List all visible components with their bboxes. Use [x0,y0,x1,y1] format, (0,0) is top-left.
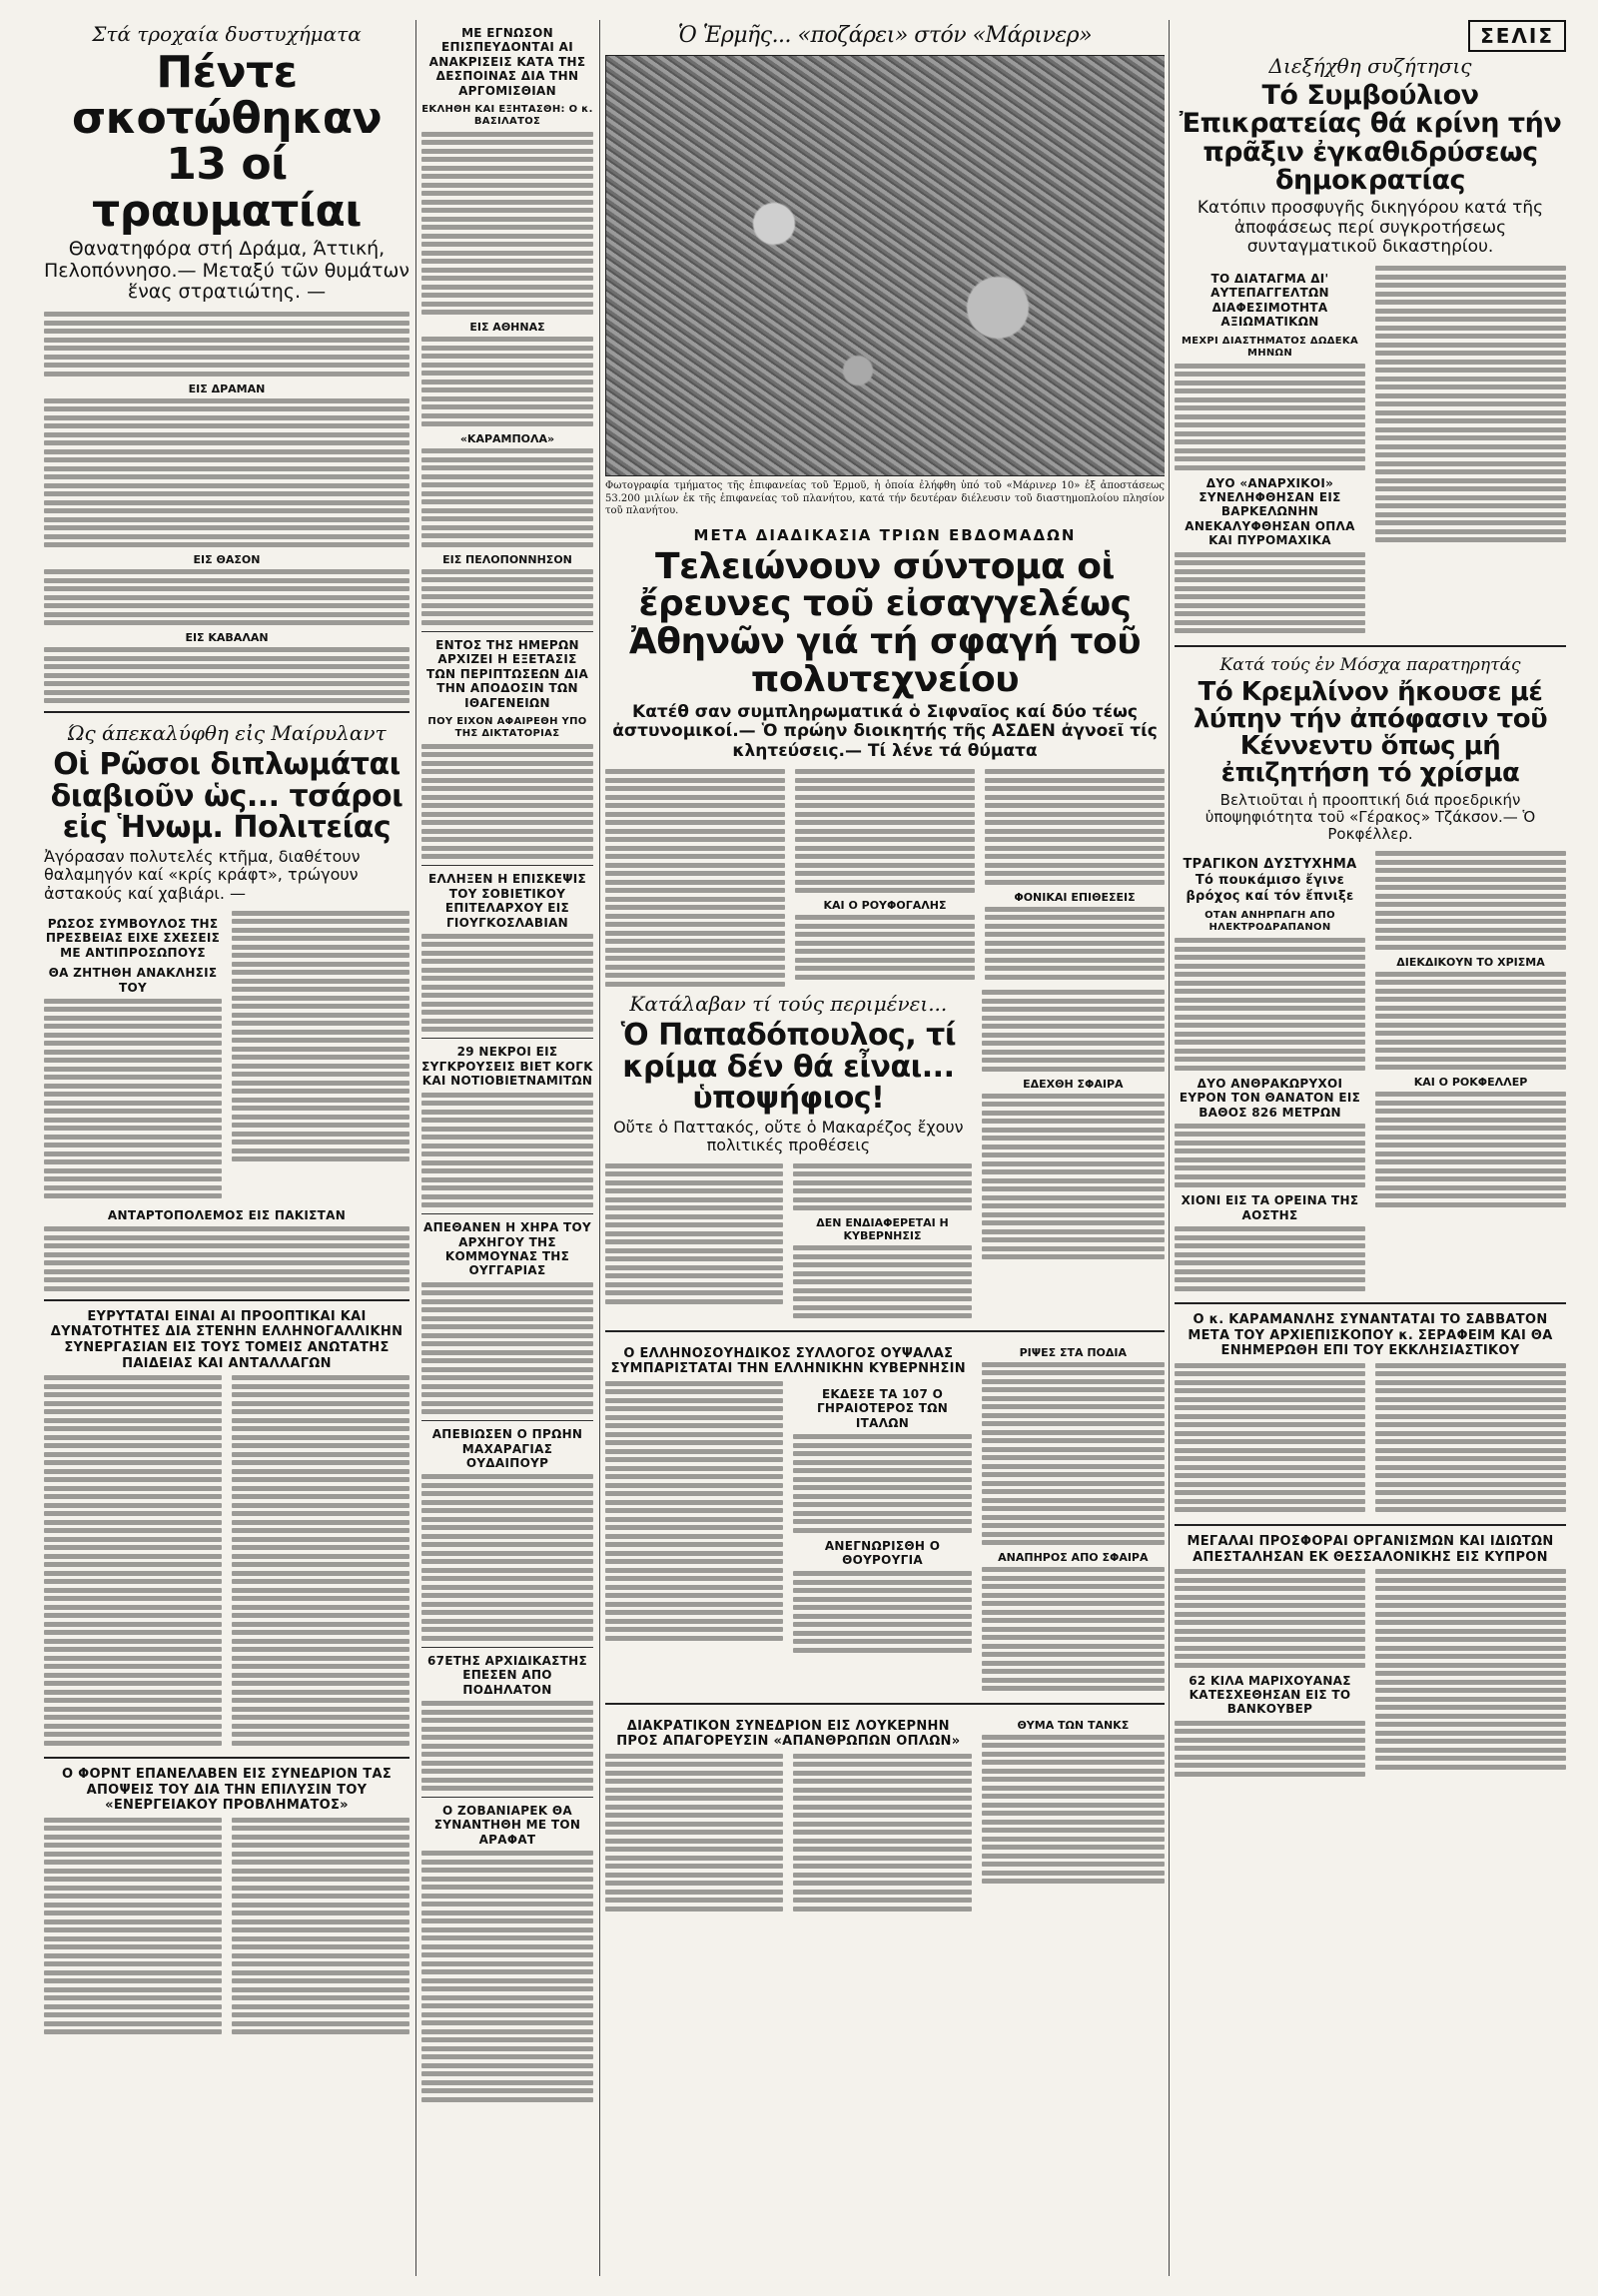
body-text [1175,1363,1365,1516]
body-text [793,1754,971,1915]
body-text [1175,938,1365,1071]
section-dateline: ΕΔΕΧΘΗ ΣΦΑΙΡΑ [1023,1077,1124,1091]
story-headline: Τό Συμβούλιον Ἐπικρατείας θά κρίνη τήν πρᾶξιν ἐγκαθιδρύσεως δημοκρατίας [1179,80,1562,197]
body-text [793,1163,971,1211]
story-headline: Τό Κρεμλίνον ἤκουσε μέ λύπην τήν ἀπόφασιν τοῦ Κέννεντυ ὅπως μή ἐπιζητήση τό χρίσμα [1193,676,1548,789]
photo-caption: Φωτογραφία τμήματος τῆς ἐπιφανείας τοῦ Ἑρμοῦ, ἡ ὁποία ἐλήφθη ὑπό τοῦ «Μάρινερ 10» ἐξ ἀποστάσεως 53.200 μιλίων ἐκ τῆς ἐπιφανείας τοῦ πλανήτου, κατά τήν δευτέραν διέλευσιν τοῦ διαστημοπλοίου πλησίον τοῦ πλανήτου. [605,480,1165,517]
story-kicker: ΜΕΤΑ ΔΙΑΔΙΚΑΣΙΑ ΤΡΙΩΝ ΕΒΔΟΜΑΔΩΝ [693,525,1077,544]
body-text [421,1701,593,1791]
subhead-box: 67ΕΤΗΣ ΑΡΧΙΔΙΚΑΣΤΗΣ ΕΠΕΣΕΝ ΑΠΟ ΠΟΔΗΛΑΤΟΝ [427,1653,587,1697]
subhead-box: ΤΡΑΓΙΚΟΝ ΔΥΣΤΥΧΗΜΑ Τό πουκάμισο ἔγινε βρόχος καί τόν ἔπνιξε [1183,857,1357,904]
body-text [1375,266,1566,542]
section-dateline: ΚΑΙ Ο ΡΟΚΦΕΛΛΕΡ [1413,1076,1528,1090]
divider [1175,1302,1566,1304]
story-headline: ΕΥΡΥΤΑΤΑΙ ΕΙΝΑΙ ΑΙ ΠΡΟΟΠΤΙΚΑΙ ΚΑΙ ΔΥΝΑΤΟΤΗΤΕΣ ΔΙΑ ΣΤΕΝΗΝ ΕΛΛΗΝΟΓΑΛΛΙΚΗΝ ΣΥΝΕΡΓΑΣΙΑΝ ΕΙΣ ΤΟΥΣ ΤΟΜΕΙΣ ΑΝΩΤΑΤΗΣ ΠΑΙΔΕΙΑΣ ΚΑΙ ΑΝΤΑΛΛΑΓΩΝ [50,1308,403,1371]
story-headline: ΜΕΓΑΛΑΙ ΠΡΟΣΦΟΡΑΙ ΟΡΓΑΝΙΣΜΩΝ ΚΑΙ ΙΔΙΩΤΩΝ ΑΠΕΣΤΑΛΗΣΑΝ ΕΚ ΘΕΣΣΑΛΟΝΙΚΗΣ ΕΙΣ ΚΥΠΡΟΝ [1187,1533,1554,1565]
section-dateline: ΑΝΑΠΗΡΟΣ ΑΠΟ ΣΦΑΙΡΑ [998,1551,1149,1565]
body-text [1375,972,1566,1071]
body-text [44,398,409,548]
subhead-box: ΑΠΕΘΑΝΕΝ Η ΧΗΡΑ ΤΟΥ ΑΡΧΗΓΟΥ ΤΗΣ ΚΟΜΜΟΥΝΑΣ ΤΗΣ ΟΥΓΓΑΡΙΑΣ [422,1220,592,1278]
story-kicker: Κατά τούς ἐν Μόσχα παρατηρητάς [1219,654,1521,675]
body-text [982,990,1165,1072]
story-kicker: Διεξήχθη συζήτησις [1268,54,1472,78]
subhead-box: Ο ΖΟΒΑΝΙΑΡΕΚ ΘΑ ΣΥΝΑΝΤΗΘΗ ΜΕ ΤΟΝ ΑΡΑΦΑΤ [433,1804,581,1847]
divider [421,865,593,866]
section-dateline: ΕΙΣ ΚΑΒΑΛΑΝ [185,631,269,645]
subhead-box: 62 ΚΙΛΑ ΜΑΡΙΧΟΥΑΝΑΣ ΚΑΤΕΣΧΕΘΗΣΑΝ ΕΙΣ ΤΟ ΒΑΝΚΟΥΒΕΡ [1189,1673,1351,1717]
body-text [1375,1569,1566,1780]
subhead-box: 29 ΝΕΚΡΟΙ ΕΙΣ ΣΥΓΚΡΟΥΣΕΙΣ ΒΙΕΤ ΚΟΓΚ ΚΑΙ ΝΟΤΙΟΒΙΕΤΝΑΜΙΤΩΝ [421,1045,593,1089]
divider [605,1330,1165,1332]
divider [44,711,409,713]
section-dateline: «ΚΑΡΑΜΠΟΛΑ» [459,432,555,446]
divider [44,1299,409,1301]
body-text [421,1282,593,1415]
body-text [44,1375,222,1749]
column-1 [44,20,409,2038]
body-text [421,1474,593,1641]
body-text [44,647,409,703]
mercury-surface-photo [605,55,1165,476]
story-headline: ΔΙΑΚΡΑΤΙΚΟΝ ΣΥΝΕΔΡΙΟΝ ΕΙΣ ΛΟΥΚΕΡΝΗΝ ΠΡΟΣ ΑΠΑΓΟΡΕΥΣΙΝ «ΑΠΑΝΘΡΩΠΩΝ ΟΠΛΩΝ» [616,1718,961,1750]
section-dateline: ΕΙΣ ΔΡΑΜΑΝ [188,382,266,395]
body-text [605,1381,783,1656]
divider [421,1420,593,1421]
story-headline: Ο ΦΟΡΝΤ ΕΠΑΝΕΛΑΒΕΝ ΕΙΣ ΣΥΝΕΔΡΙΟΝ ΤΑΣ ΑΠΟΨΕΙΣ ΤΟΥ ΔΙΑ ΤΗΝ ΕΠΙΛΥΣΙΝ ΤΟΥ «ΕΝΕΡΓΕΙΑΚΟΥ ΠΡΟΒΛΗΜΑΤΟΣ» [61,1767,393,1814]
section-dateline: ΡΙΨΕΣ ΣΤΑ ΠΟΔΙΑ [1019,1345,1128,1359]
body-text [982,1735,1165,1885]
story-deck: Οὔτε ὁ Παττακός, οὔτε ὁ Μακαρέζος ἔχουν πολιτικές προθέσεις [613,1117,964,1155]
section-dateline: ΘΥΜΑ ΤΩΝ ΤΑΝΚΣ [1017,1718,1130,1732]
body-text [982,1567,1165,1691]
column-3 [605,20,1165,1914]
body-text [1175,1226,1365,1291]
section-dateline: ΕΙΣ ΘΑΣΟΝ [193,553,261,567]
story-deck: Θανατηφόρα στή Δράμα, Άττική, Πελοπόννησο.— Μεταξύ τῶν θυμάτων ἕνας στρατιώτης. — [44,237,409,304]
body-text [982,1362,1165,1546]
body-text [232,1375,409,1749]
divider [421,631,593,632]
body-text [44,999,222,1199]
body-text [793,1571,971,1653]
story-headline: Ο κ. ΚΑΡΑΜΑΝΛΗΣ ΣΥΝΑΝΤΑΤΑΙ ΤΟ ΣΑΒΒΑΤΟΝ ΜΕΤΑ ΤΟΥ ΑΡΧΙΕΠΙΣΚΟΠΟΥ κ. ΣΕΡΑΦΕΙΜ ΚΑΙ ΘΑ ΕΝΗΜΕΡΩΘΗ ΕΠΙ ΤΟΥ ΕΚΚΛΗΣΙΑΣΤΙΚΟΥ [1188,1312,1553,1359]
body-text [605,769,785,987]
subhead-box: ΕΚΛΗΘΗ ΚΑΙ ΕΞΗΤΑΣΘΗ: Ο κ. ΒΑΣΙΛΑΤΟΣ [421,103,593,127]
column-4 [1175,20,1566,1780]
body-text [1375,851,1566,950]
story-deck: Κατέθ σαν συμπληρωματικά ὁ Σιφναῖος καί δύο τέως ἀστυνομικοί.— Ὁ πρώην διοικητής τῆς ΑΣΔΕΝ ἀγνοεῖ τίς κλητεύσεις.— Τί λένε τά θύματα [612,701,1158,761]
story-headline: Οἱ Ρῶσοι διπλωμάται διαβιοῦν ὡς... τσάροι εἰς Ἡνωμ. Πολιτείας [50,747,403,846]
body-text [795,915,975,980]
body-text [421,132,593,316]
body-text [793,1245,971,1318]
body-text [232,1818,409,2038]
section-dateline: ΚΑΙ Ο ΡΟΥΦΟΓΑΛΗΣ [823,899,947,913]
story-deck: Βελτιοῦται ἡ προοπτική διά προεδρικήν ὑποψηφιότητα τοῦ «Γέρακος» Τζάκσον.— Ὁ Ροκφέλλερ. [1204,790,1536,844]
story-kicker: Ώς άπεκαλύφθη εἰς Μαίρυλαντ [67,721,387,746]
body-text [605,1754,783,1915]
story-kicker: Κατάλαβαν τί τούς περιμένει... [629,992,948,1017]
body-text [421,1093,593,1208]
body-text [421,448,593,547]
story-kicker: Στά τροχαία δυστυχήματα [92,22,362,46]
body-text [44,312,409,377]
page-masthead: ΣΕΛΙΣ [1468,20,1566,52]
divider [421,1647,593,1648]
divider [1175,1524,1566,1526]
story-headline: Ὁ Παπαδόπουλος, τί κρίμα δέν θά εἶναι... ὑποψήφιος! [620,1018,957,1117]
column-rule [599,20,600,2276]
divider [421,1797,593,1798]
divider [421,1038,593,1039]
body-text [605,1163,783,1322]
body-text [985,907,1165,980]
body-text [44,1818,222,2038]
subhead-box: ΑΝΕΓΝΩΡΙΣΘΗ Ο ΘΟΥΡΟΥΓΙΑ [824,1538,941,1567]
divider [421,1213,593,1214]
subhead-box: ΕΚΔΕΣΕ ΤΑ 107 Ο ΓΗΡΑΙΟΤΕΡΟΣ ΤΩΝ ΙΤΑΛΩΝ [816,1386,949,1430]
body-text [982,1094,1165,1260]
story-headline: Τελειώνουν σύντομα οἱ ἔρευνες τοῦ εἰσαγγελέως Ἀθηνῶν γιά τή σφαγή τοῦ πολυτεχνείου [628,545,1142,700]
story-deck: Ἀγόρασαν πολυτελές κτῆμα, διαθέτουν θαλαμηγόν καί «κρίς κράφτ», τρώγουν ἀστακούς καί χαβιάρι. — [44,846,361,903]
subhead-box: ΔΥΟ ΑΝΘΡΑΚΩΡΥΧΟΙ ΕΥΡΟΝ ΤΟΝ ΘΑΝΑΤΟΝ ΕΙΣ ΒΑΘΟΣ 826 ΜΕΤΡΩΝ [1179,1076,1361,1120]
section-dateline: ΦΟΝΙΚΑΙ ΕΠΙΘΕΣΕΙΣ [1014,890,1136,904]
section-dateline: ΕΙΣ ΑΘΗΝΑΣ [469,321,545,335]
column-rule [1169,20,1170,2276]
body-text [44,569,409,625]
body-text [1175,1124,1365,1188]
story-deck: Κατόπιν προσφυγῆς δικηγόρου κατά τῆς ἀποφάσεως περί συγκροτήσεως συνταγματικοῦ δικαστηρίου. [1197,198,1544,258]
body-text [1375,1363,1566,1516]
subhead-box: ΠΟΥ ΕΙΧΟΝ ΑΦΑΙΡΕΘΗ ΥΠΟ ΤΗΣ ΔΙΚΤΑΤΟΡΙΑΣ [427,715,587,739]
divider [1175,645,1566,647]
column-2 [421,20,593,2105]
body-text [421,744,593,860]
body-text [421,1851,593,2102]
subhead-box: ΔΥΟ «ΑΝΑΡΧΙΚΟΙ» ΣΥΝΕΛΗΦΘΗΣΑΝ ΕΙΣ ΒΑΡΚΕΛΩΝΗΝ ΑΝΕΚΑΛΥΦΘΗΣΑΝ ΟΠΛΑ ΚΑΙ ΠΥΡΟΜΑΧΙΚΑ [1185,475,1355,548]
divider [605,1703,1165,1705]
photo-title: Ὁ Ἑρμῆς... «ποζάρει» στόν «Μάρινερ» [677,23,1093,48]
section-dateline: ΕΙΣ ΠΕΛΟΠΟΝΝΗΣΟΝ [442,552,572,566]
subhead-box: ΑΠΕΒΙΩΣΕΝ Ο ΠΡΩΗΝ ΜΑΧΑΡΑΓΙΑΣ ΟΥΔΑΙΠΟΥΡ [431,1427,583,1470]
body-text [1175,1721,1365,1777]
subhead-box: ΕΛΛΗΞΕΝ Η ΕΠΙΣΚΕΨΙΣ ΤΟΥ ΣΟΒΙΕΤΙΚΟΥ ΕΠΙΤΕΛΑΡΧΟΥ ΕΙΣ ΓΙΟΥΓΚΟΣΛΑΒΙΑΝ [428,872,586,930]
subhead-box: ΤΟ ΔΙΑΤΑΓΜΑ ΔΙ' ΑΥΤΕΠΑΓΓΕΛΤΩΝ ΔΙΑΦΕΣΙΜΟΤΗΤΑ ΑΞΙΩΜΑΤΙΚΩΝ [1210,272,1329,330]
story-headline: Ο ΕΛΛΗΝΟΣΟΥΗΔΙΚΟΣ ΣΥΛΛΟΓΟΣ ΟΥΨΑΛΑΣ ΣΥΜΠΑΡΙΣΤΑΤΑΙ ΤΗΝ ΕΛΛΗΝΙΚΗΝ ΚΥΒΕΡΝΗΣΙΝ [610,1345,966,1377]
body-text [793,1434,971,1533]
body-text [44,1226,409,1291]
divider [44,1757,409,1759]
subhead-box: ΟΤΑΝ ΑΝΗΡΠΑΓΗ ΑΠΟ ΗΛΕΚΤΡΟΔΡΑΠΑΝΟΝ [1204,910,1335,934]
body-text [1175,552,1365,634]
subhead-box: ΜΕ ΕΓΝΩΣΟΝ ΕΠΙΣΠΕΥΔΟΝΤΑΙ ΑΙ ΑΝΑΚΡΙΣΕΙΣ ΚΑΤΑ ΤΗΣ ΔΕΣΠΟΙΝΑΣ ΔΙΑ ΤΗΝ ΑΡΓΟΜΙΣΘΙΑΝ [428,26,586,98]
body-text [421,934,593,1033]
section-dateline: ΔΕΝ ΕΝΔΙΑΦΕΡΕΤΑΙ Η ΚΥΒΕΡΝΗΣΙΣ [816,1216,949,1243]
body-text [985,769,1165,885]
column-rule [415,20,416,2276]
subhead-box: ΜΕΧΡΙ ΔΙΑΣΤΗΜΑΤΟΣ ΔΩΔΕΚΑ ΜΗΝΩΝ [1181,335,1359,359]
subhead-box: ΘΑ ΖΗΤΗΘΗ ΑΝΑΚΛΗΣΙΣ ΤΟΥ [48,966,218,995]
body-text [1175,1569,1365,1668]
body-text [232,911,409,1162]
subhead-box: ΧΙΟΝΙ ΕΙΣ ΤΑ ΟΡΕΙΝΑ ΤΗΣ ΑΟΣΤΗΣ [1181,1193,1359,1222]
body-text [1375,1092,1566,1207]
body-text [421,337,593,426]
subhead-box: ΑΝΤΑΡΤΟΠΟΛΕΜΟΣ ΕΙΣ ΠΑΚΙΣΤΑΝ [107,1207,347,1222]
story-headline: Πέντε σκοτώθηκαν 13 οί τραυματίαι [71,47,383,237]
section-dateline: ΔΙΕΚΔΙΚΟΥΝ ΤΟ ΧΡΙΣΜΑ [1396,955,1545,969]
subhead-box: ΡΩΣΟΣ ΣΥΜΒΟΥΛΟΣ ΤΗΣ ΠΡΕΣΒΕΙΑΣ ΕΙΧΕ ΣΧΕΣΕΙΣ ΜΕ ΑΝΤΙΠΡΟΣΩΠΟΥΣ [45,916,221,960]
body-text [795,769,975,893]
body-text [1175,364,1365,470]
subhead-box: ΕΝΤΟΣ ΤΗΣ ΗΜΕΡΩΝ ΑΡΧΙΖΕΙ Η ΕΞΕΤΑΣΙΣ ΤΩΝ ΠΕΡΙΠΤΩΣΕΩΝ ΔΙΑ ΤΗΝ ΑΠΟΔΟΣΙΝ ΤΩΝ ΙΘΑΓΕΝΕΙΩΝ [425,637,589,710]
body-text [421,569,593,625]
